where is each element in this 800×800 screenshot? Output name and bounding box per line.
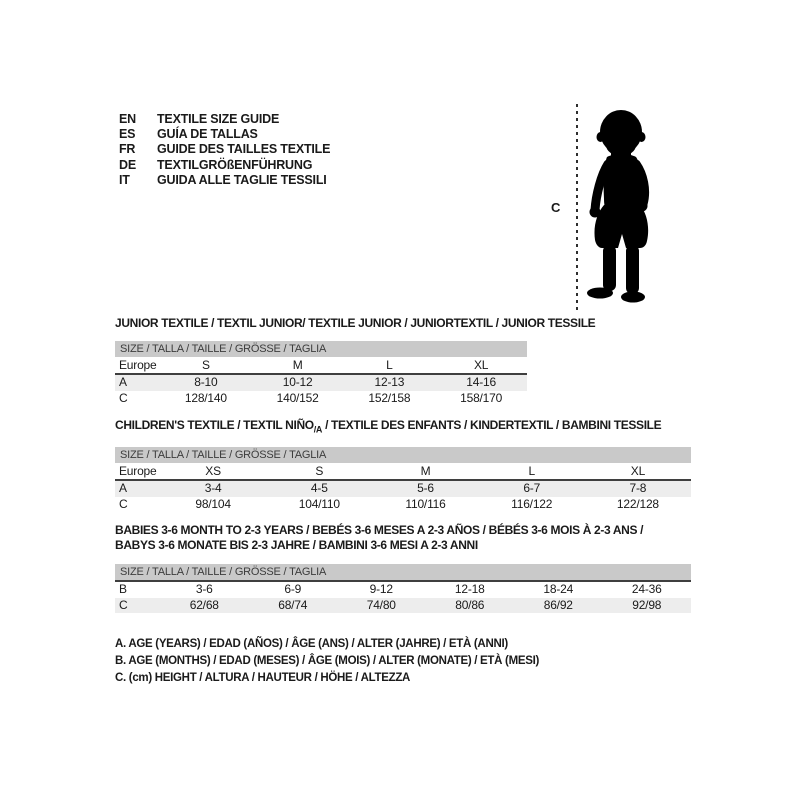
title-line-1: BABIES 3-6 MONTH TO 2-3 YEARS / BEBÉS 3-6 MESES A 2-3 AÑOS / BÉBÉS 3-6 MOIS À 2-3 ANS / [115,523,644,537]
table-cell: L [528,464,535,479]
table-cell: S [201,358,210,372]
size-header-bar: SIZE / TALLA / TAILLE / GRÖSSE / TAGLIA [115,341,527,357]
table-cell: 12-18 [454,582,485,596]
data-row [115,497,691,513]
lang-row-fr [119,142,330,157]
table-title [115,418,691,436]
title-text: / TEXTILE DES ENFANTS / KINDERTEXTIL / BAMBINI TESSILE [322,418,662,432]
lang-label: GUIDA ALLE TAGLIE TESSILI [157,172,327,187]
table-cell: 6-9 [284,582,302,596]
lang-code: FR [119,142,136,157]
row-label: A [119,481,127,496]
lang-code: IT [119,172,130,187]
table-cell: 116/122 [511,496,553,511]
data-row [115,481,691,497]
lang-label: GUIDE DES TAILLES TEXTILE [157,142,331,157]
size-header-bar: SIZE / TALLA / TAILLE / GRÖSSE / TAGLIA [115,447,691,463]
table-cell: 8-10 [194,375,218,389]
table-cell: 74/80 [366,597,396,612]
table-cell: 86/92 [543,597,573,612]
lang-code: DE [119,157,136,172]
table-cell: 7-8 [629,481,647,496]
table-cell: 152/158 [368,390,411,405]
row-label: Europe [119,358,157,372]
toddler-silhouette [581,106,671,308]
lang-code: ES [119,127,136,142]
title-subscript: /A [313,424,323,435]
data-row [115,598,691,614]
table-cell: 14-16 [466,375,496,389]
table-cell: 80/86 [455,597,485,612]
table-body [115,463,691,512]
table-cell: 4-5 [310,481,328,496]
lang-row-en [119,112,330,127]
table-cell: XL [630,464,646,479]
table-cell: 128/140 [184,390,227,405]
note-a: A. AGE (YEARS) / EDAD (AÑOS) / ÂGE (ANS) / ALTER (JAHRE) / ETÀ (ANNI) [115,638,508,650]
children-size-table [115,418,691,512]
data-row [115,582,691,598]
table-title [115,523,691,553]
row-label: Europe [119,464,157,479]
table-cell: 5-6 [417,481,434,496]
lang-label: TEXTILGRÖßENFÜHRUNG [157,157,313,172]
lang-row-es [119,127,330,142]
table-cell: 98/104 [195,496,231,511]
figure-dimension-label: C [551,200,561,215]
title-line-2: BABYS 3-6 MONATE BIS 2-3 JAHRE / BAMBINI 3-6 MESI A 2-3 ANNI [115,538,478,552]
row-label: B [119,582,127,596]
table-cell: 24-36 [631,582,662,596]
note-c: C. (cm) HEIGHT / ALTURA / HAUTEUR / HÖHE / ALTEZZA [115,672,411,684]
note-b: B. AGE (MONTHS) / EDAD (MESES) / ÂGE (MOIS) / ALTER (MONATE) / ETÀ (MESI) [115,655,540,667]
height-measure-dashed-line [576,104,578,310]
row-label: C [119,496,128,511]
row-label: A [119,375,127,389]
table-cell: XL [473,358,489,372]
table-cell: L [386,358,393,372]
size-header-bar: SIZE / TALLA / TAILLE / GRÖSSE / TAGLIA [115,564,691,580]
lang-label: GUÍA DE TALLAS [157,127,258,142]
table-cell: 12-13 [374,375,405,389]
table-cell: 92/98 [632,597,662,612]
table-cell: 3-4 [204,481,222,496]
table-body [115,580,691,613]
data-row [115,391,527,407]
table-cell: 18-24 [543,582,574,596]
table-cell: 140/152 [276,390,319,405]
size-header-row [115,463,691,479]
table-cell: 122/128 [616,496,659,511]
table-cell: 68/74 [278,597,308,612]
row-label: C [119,597,128,612]
lang-label: TEXTILE SIZE GUIDE [157,112,280,126]
title-text: CHILDREN'S TEXTILE / TEXTIL NIÑO [115,418,314,432]
size-header-row [115,357,527,373]
footnotes [115,636,539,687]
table-title: JUNIOR TEXTILE / TEXTIL JUNIOR/ TEXTILE JUNIOR / JUNIORTEXTIL / JUNIOR TESSILE [115,316,596,330]
table-cell: 158/170 [460,390,503,405]
table-cell: M [420,464,431,479]
table-cell: 104/110 [298,496,340,511]
lang-row-it [119,173,330,188]
table-cell: 10-12 [282,375,313,389]
table-cell: 3-6 [195,582,213,596]
babies-size-table [115,523,691,613]
table-cell: 62/68 [189,597,219,612]
table-cell: M [292,358,303,372]
table-body [115,357,527,406]
row-label: C [119,390,128,405]
language-title-list [119,112,330,188]
table-cell: 6-7 [523,481,541,496]
data-row [115,375,527,391]
table-cell: 110/116 [405,496,446,511]
table-cell: 9-12 [369,582,393,596]
lang-code: EN [119,112,136,126]
table-cell: S [315,464,324,479]
lang-row-de [119,158,330,173]
table-cell: XS [205,464,221,479]
junior-size-table [115,316,596,406]
